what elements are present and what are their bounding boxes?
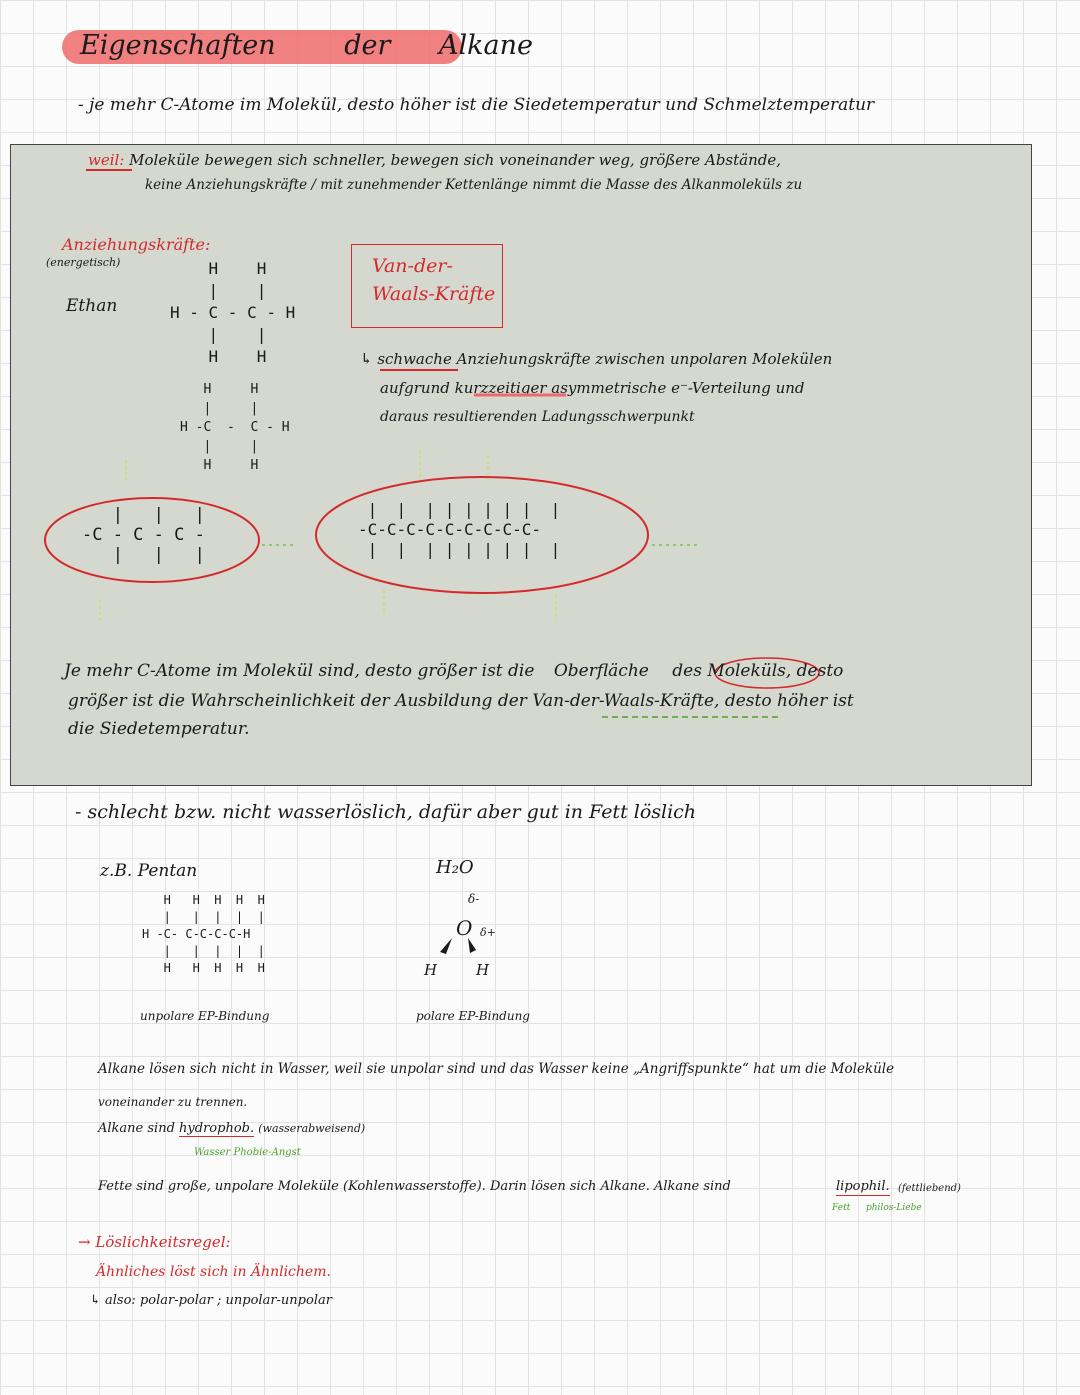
bond-left: [440, 938, 452, 954]
long-chain: | | | | | | | | | -C-C-C-C-C-C-C-C-C- | | | | | | | | |: [358, 500, 561, 559]
ethan-formula-2: H H | | H -C - C - H | | H H: [180, 382, 290, 473]
anziehung-label: Anziehungskräfte:: [62, 235, 211, 254]
rule-also: ↳ also: polar-polar ; unpolar-unpolar: [90, 1293, 332, 1308]
delta-plus: δ+: [480, 926, 496, 939]
paragraph1-line3a: Alkane sind: [98, 1121, 175, 1136]
oxygen-atom: O: [456, 916, 473, 940]
bond-right: [468, 938, 476, 953]
paragraph2: Fette sind große, unpolare Moleküle (Kohlenwasserstoffe). Darin lösen sich Alkane. Alkane sind: [98, 1179, 731, 1194]
paragraph1-line2: voneinander zu trennen.: [98, 1095, 248, 1109]
h2o-label: H₂O: [436, 857, 474, 878]
weil-line-2: keine Anziehungskräfte / mit zunehmender Kettenlänge nimmt die Masse des Alkanmoleküls zu: [145, 177, 803, 193]
unpolar-bond-label: unpolare EP-Bindung: [140, 1009, 270, 1023]
long-chain-text: -C-C-C-C-C-C-C-C-C-: [358, 520, 542, 539]
vdw-title-1: Van-der-: [372, 255, 453, 277]
pentan-formula: H H H H H | | | | | H -C- C-C-C-C-H | | | | | H H H H H: [142, 893, 265, 975]
lipophil-etymology-2: philos-Liebe: [866, 1203, 922, 1213]
short-chain-text: -C - C - C -: [82, 525, 205, 545]
hydrogen-right: H: [476, 961, 490, 979]
bullet-boiling-point: - je mehr C-Atome im Molekül, desto höher ist die Siedetemperatur und Schmelztemperatur: [78, 95, 875, 115]
short-chain: | | | -C - C - C - | | |: [82, 505, 205, 565]
conclusion-1a: Je mehr C-Atome im Molekül sind, desto größer ist die: [64, 661, 535, 681]
paragraph1-line3c: (wasserabweisend): [258, 1122, 366, 1135]
conclusion-oberflaeche: Oberfläche: [553, 661, 649, 681]
bullet-solubility: - schlecht bzw. nicht wasserlöslich, dafür aber gut in Fett löslich: [75, 801, 697, 823]
rule-text: Ähnliches löst sich in Ähnlichem.: [96, 1264, 331, 1280]
vdw-title-2: Waals-Kräfte: [372, 283, 496, 305]
ethan-formula: H H | | H - C - C - H | | H H: [170, 259, 296, 366]
lipophil-note: (fettliebend): [898, 1183, 961, 1194]
vdw-desc-2: aufgrund kurzzeitiger asymmetrische e⁻-Verteilung und: [380, 379, 805, 397]
weil-label: weil:: [88, 151, 125, 169]
hydrogen-left: H: [424, 961, 438, 979]
vdw-desc-3: daraus resultierenden Ladungsschwerpunkt: [380, 409, 695, 425]
delta-minus: δ-: [468, 892, 480, 906]
conclusion-line-3: die Siedetemperatur.: [68, 719, 250, 739]
conclusion-1c: des Moleküls, desto: [672, 661, 844, 681]
conclusion-line-2: größer ist die Wahrscheinlichkeit der Ausbildung der Van-der-Waals-Kräfte, desto höher ist: [68, 691, 854, 711]
weil-text-1: Moleküle bewegen sich schneller, bewegen sich voneinander weg, größere Abstände,: [129, 151, 781, 169]
lipophil-word: lipophil.: [836, 1179, 890, 1194]
ethan-label: Ethan: [66, 296, 118, 316]
lipophil-etymology-1: Fett: [832, 1203, 851, 1213]
rule-title: → Löslichkeitsregel:: [78, 1233, 231, 1251]
energetic-note: (energetisch): [46, 256, 121, 269]
hydrophob-etymology: Wasser Phobie-Angst: [194, 1147, 301, 1158]
paragraph1-line3: [98, 1122, 365, 1137]
hydrophob-word: hydrophob.: [179, 1121, 255, 1136]
paragraph1-line1: Alkane lösen sich nicht in Wasser, weil sie unpolar sind und das Wasser keine „Angriffspunkte“ hat um die Moleküle: [98, 1061, 895, 1077]
title-part3: Alkane: [439, 30, 533, 61]
vdw-desc-1: ↳ schwache Anziehungskräfte zwischen unpolaren Molekülen: [360, 350, 833, 368]
title-part1: Eigenschaften: [80, 30, 276, 61]
polar-bond-label: polare EP-Bindung: [416, 1009, 530, 1023]
title-part2: der: [344, 30, 391, 61]
pentan-label: z.B. Pentan: [100, 861, 198, 881]
